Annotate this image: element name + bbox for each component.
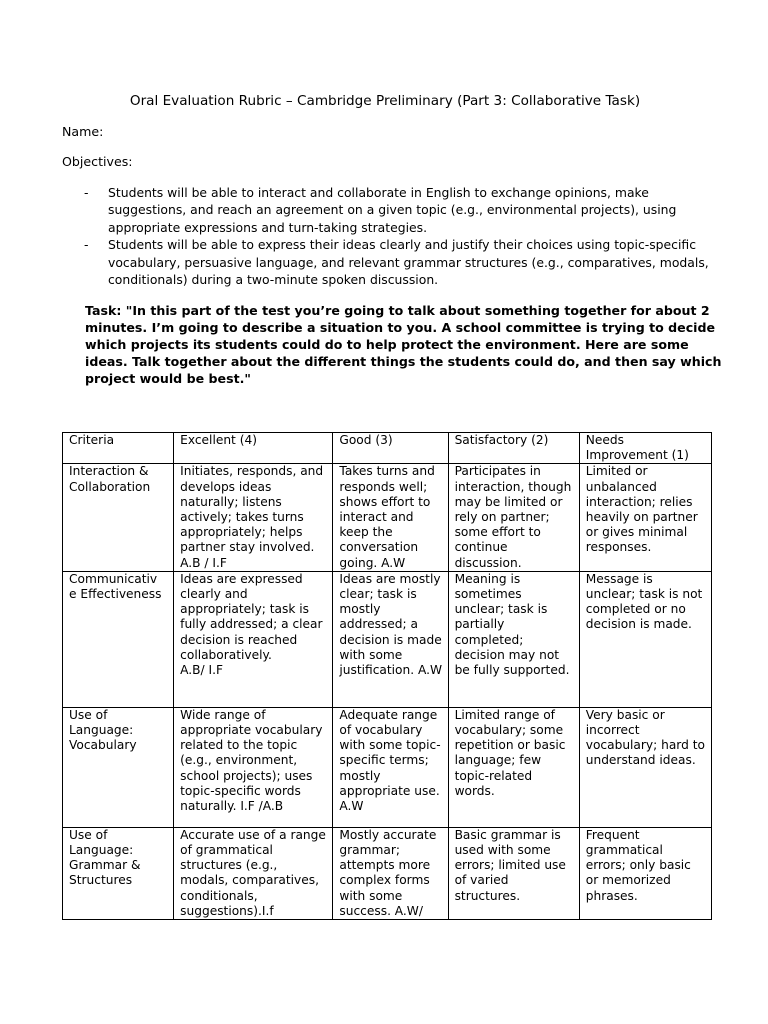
needs-improvement-cell: Frequent grammatical errors; only basic or memorized phrases. (579, 827, 711, 919)
criteria-cell: Use of Language: Grammar & Structures (63, 827, 174, 919)
objectives-list (62, 184, 722, 288)
header-excellent: Excellent (4) (174, 433, 333, 464)
bullet-dash: - (84, 185, 89, 200)
table-row (63, 827, 712, 919)
needs-improvement-cell: Very basic or incorrect vocabulary; hard to understand ideas. (579, 707, 711, 827)
header-good: Good (3) (333, 433, 448, 464)
objective-item (62, 184, 722, 236)
objective-text: Students will be able to interact and collaborate in English to exchange opinions, make suggestions, and reach an agreement on a given topic (e.g., environmental projects), using appropriate expressions and turn-taking strategies. (108, 185, 677, 235)
criteria-cell: Interaction & Collaboration (63, 464, 174, 571)
header-needs-improvement: Needs Improvement (1) (579, 433, 711, 464)
excellent-cell: Ideas are expressed clearly and appropriately; task is fully addressed; a clear decision is reached collaboratively. A.B/ I.F (174, 571, 333, 707)
document-title: Oral Evaluation Rubric – Cambridge Preliminary (Part 3: Collaborative Task) (129, 93, 641, 109)
satisfactory-cell: Limited range of vocabulary; some repetition or basic language; few topic-related words. (448, 707, 579, 827)
table-row (63, 571, 712, 707)
objective-text: Students will be able to express their ideas clearly and justify their choices using topic-specific vocabulary, persuasive language, and relevant grammar structures (e.g., comparatives, modals, conditionals) during a two-minute spoken discussion. (108, 237, 709, 288)
good-cell: Mostly accurate grammar; attempts more complex forms with some success. A.W/ (333, 827, 448, 919)
bullet-dash: - (84, 237, 89, 253)
satisfactory-cell: Basic grammar is used with some errors; limited use of varied structures. (448, 827, 579, 919)
excellent-cell: Accurate use of a range of grammatical structures (e.g., modals, comparatives, conditionals, suggestions).I.f (174, 827, 333, 919)
good-cell: Takes turns and responds well; shows effort to interact and keep the conversation going. A.W (333, 464, 448, 571)
task-description: Task: "In this part of the test you’re going to talk about something together for about 2 minutes. I’m going to describe a situation to you. A school committee is trying to decide which projects its students could do to help protect the environment. Here are some ideas. Talk together about the different things the students could do, and then say which project would be best." (85, 303, 722, 386)
good-cell: Ideas are mostly clear; task is mostly addressed; a decision is made with some justification. A.W (333, 571, 448, 707)
good-cell: Adequate range of vocabulary with some topic-specific terms; mostly appropriate use. A.W (333, 707, 448, 827)
criteria-cell: Use of Language: Vocabulary (63, 707, 174, 827)
excellent-cell: Initiates, responds, and develops ideas naturally; listens actively; takes turns appropriately; helps partner stay involved. A.B / I.F (174, 464, 333, 571)
objectives-label: Objectives: (62, 154, 133, 169)
satisfactory-cell: Participates in interaction, though may be limited or rely on partner; some effort to continue discussion. (448, 464, 579, 571)
satisfactory-cell: Meaning is sometimes unclear; task is partially completed; decision may not be fully supported. (448, 571, 579, 707)
criteria-cell: Communicativ e Effectiveness (63, 571, 174, 707)
needs-improvement-cell: Limited or unbalanced interaction; relies heavily on partner or gives minimal responses. (579, 464, 711, 571)
table-row (63, 707, 712, 827)
table-header-row (63, 433, 712, 464)
header-satisfactory: Satisfactory (2) (448, 433, 579, 464)
header-criteria: Criteria (63, 433, 174, 464)
table-row (63, 464, 712, 571)
rubric-table (62, 432, 712, 920)
objective-item (62, 236, 722, 288)
name-label: Name: (62, 124, 104, 139)
excellent-cell: Wide range of appropriate vocabulary related to the topic (e.g., environment, school projects); uses topic-specific words naturally. I.F /A.B (174, 707, 333, 827)
needs-improvement-cell: Message is unclear; task is not completed or no decision is made. (579, 571, 711, 707)
